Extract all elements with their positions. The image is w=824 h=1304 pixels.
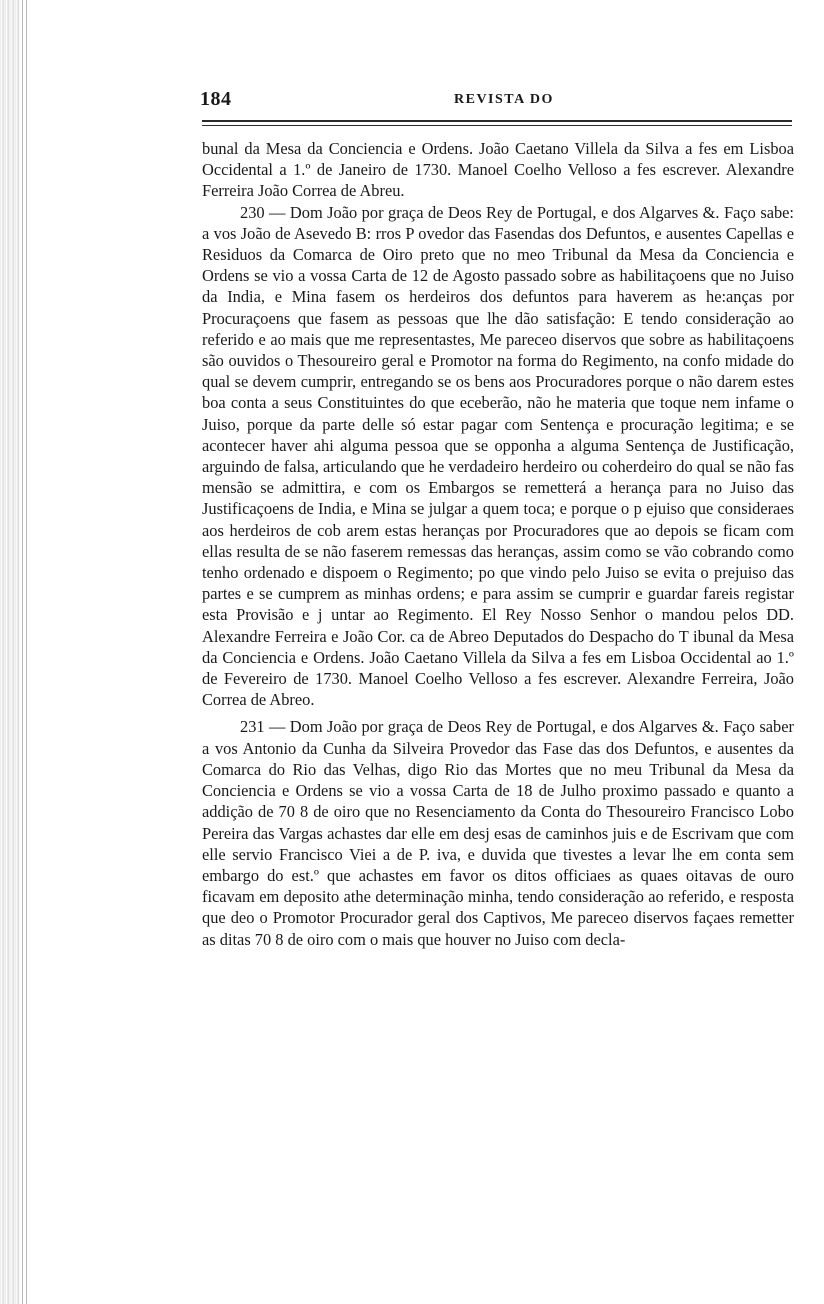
paragraph-continuation: bunal da Mesa da Conciencia e Ordens. João Caetano Villela da Silva a fes em Lisboa Occidental a 1.º de Janeiro de 1730. Manoel Coelho Velloso a fes escrever. Alexandre Ferreira João Correa de Abreu. [202,139,794,201]
page-number: 184 [200,88,232,110]
page-header [200,88,794,116]
paragraph-entry-231: 231 — Dom João por graça de Deos Rey de Portugal, e dos Algarves &. Faço saber a vos Antonio da Cunha da Silveira Provedor das Fase das dos Defuntos, e ausentes da Comarca do Rio das Velhas, digo Rio das Mortes que no meu Tribunal da Mesa da Conciencia e Ordens se vio a vossa Carta de 18 de Julho proximo passado e quanto a addição de 70 8 de oiro que no Resenciamento da Conta do Thesoureiro Francisco Lobo Pereira das Vargas achastes dar elle em desj esas de caminhos juis e de Escrivam que com elle servio Francisco Viei a de P. iva, e duvida que tivestes a levar lhe em conta sem embargo do est.º que achastes em favor os ditos officiaes as quaes oitavas de ouro ficavam em deposito athe determinação minha, tendo consideração ao referido, e resposta que deo o Promotor Procurador geral dos Captivos, Me pareceo diservos façaes remetter as ditas 70 8 de oiro com o mais que houver no Juiso com decla- [202,717,794,949]
binding-shadow-line [22,0,23,1304]
header-rule [202,120,792,126]
page-binding-edge [0,0,20,1304]
paragraph-entry-230: 230 — Dom João por graça de Deos Rey de Portugal, e dos Algarves &. Faço sabe: a vos João de Asevedo B: rros P ovedor das Fasendas dos Defuntos, e ausentes Capellas e Residuos da Comarca de Oiro preto que no meo Tribunal da Mesa da Conciencia e Ordens se vio a vossa Carta de 12 de Agosto passado sobre as habilitaçoens que no Juiso da India, e Mina fasem os herdeiros dos defuntos para haverem as he:anças por Procuraçoens que fasem as pessoas que lhe dão satisfação: E tendo consideração ao referido e ao mais que me representastes, Me pareceo diservos que sobre as habilitaçoens são ouvidos o Thesoureiro geral e Promotor na forma do Regimento, na confo midade do qual se devem cumprir, entregando se os bens aos Procuradores porque o não darem estes boa conta a seus Constituintes do que eceberão, não he materia que toque nem infame o Juiso, porque da parte delle só estar pagar com Sentença e procuração legitima; e se acontecer haver ahi alguma pessoa que se opponha a alguma Sentença de Justificação, arguindo de falsa, articulando que he verdadeiro herdeiro ou coherdeiro do qual se não fas mensão se admittira, e com os Embargos se remetterá a herança para no Juiso das Justificaçoens de India, e Mina se julgar a quem toca; e porque o p ejuiso que consideraes aos herdeiros de cob arem estas heranças por Procuradores que ao depois se ficam com ellas resulta de se não faserem remessas das heranças, assim como se vão cobrando como tenho ordenado e dispoem o Regimento; po que vindo pelo Juiso se evita o prejuiso das partes e se cumprem as minhas ordens; e para assim se cumprir e guardar fareis registar esta Provisão e j untar ao Regimento. El Rey Nosso Senhor o mandou pelos DD. Alexandre Ferreira e João Cor. ca de Abreo Deputados do Despacho do T ibunal da Mesa da Conciencia e Ordens. João Caetano Villela da Silva a fes em Lisboa Occidental ao 1.º de Fevereiro de 1730. Manoel Coelho Velloso a fes escrever. Alexandre Ferreira, João Correa de Abreo. [202,202,794,710]
running-title: REVISTA DO [454,92,554,107]
binding-shadow-line [26,0,27,1304]
page-body [202,138,794,950]
